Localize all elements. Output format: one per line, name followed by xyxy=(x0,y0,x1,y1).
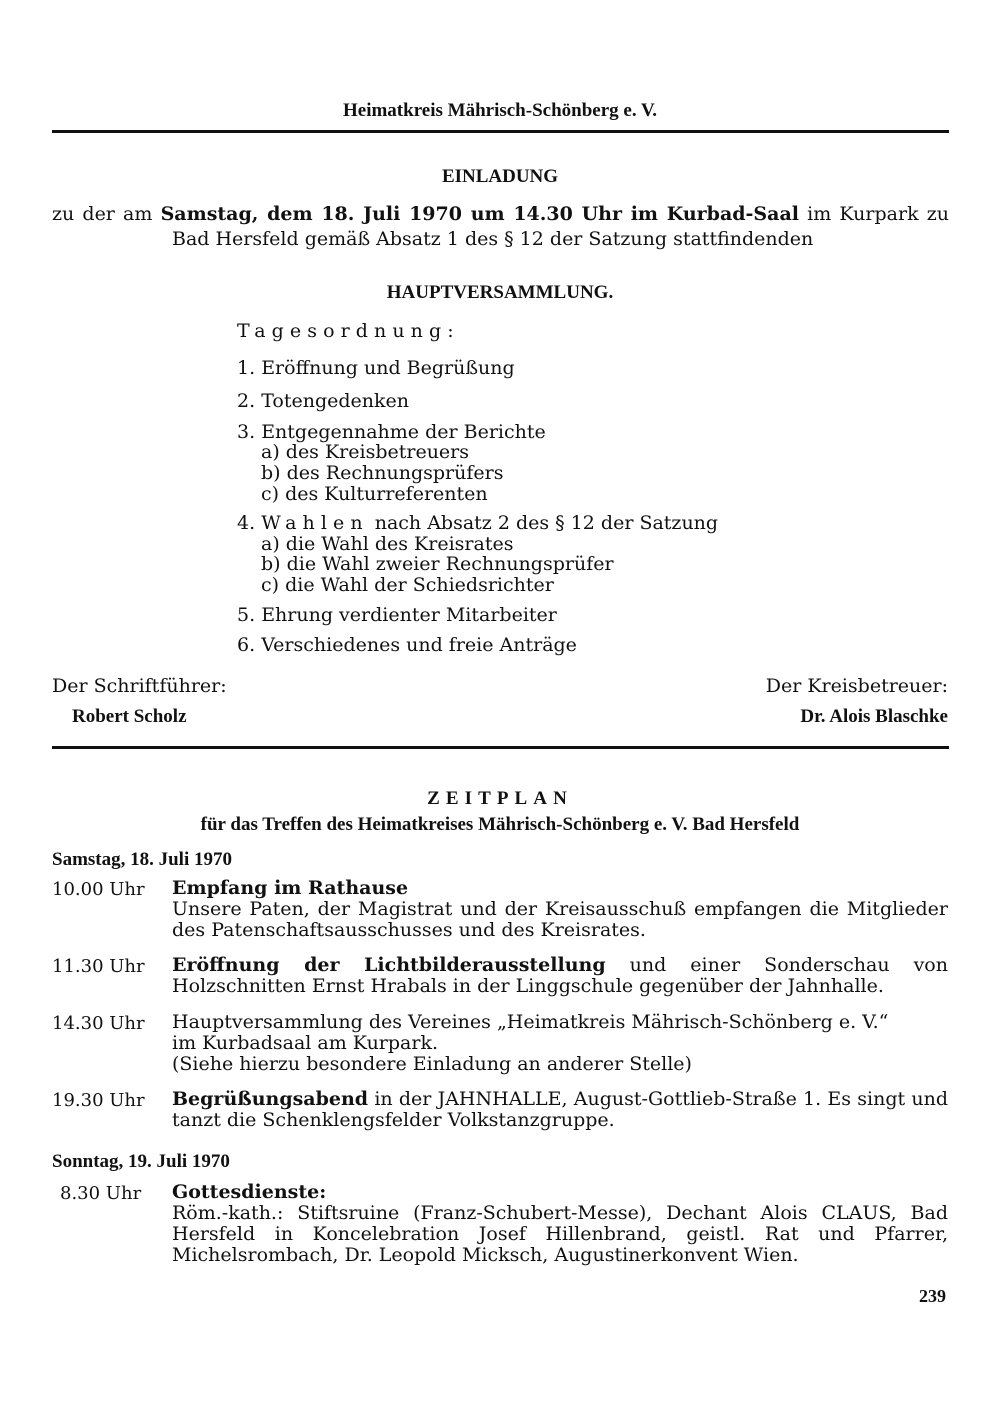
schedule-entry-5 xyxy=(172,1182,948,1266)
agenda-item-text: nach Absatz 2 des § 12 der Satzung xyxy=(368,512,719,534)
agenda-item-1 xyxy=(237,357,515,379)
invitation-line-1-bold: Samstag, dem 18. Juli 1970 um 14.30 Uhr im Kurbad-Saal xyxy=(160,203,799,225)
page-header-title: Heimatkreis Mährisch-Schönberg e. V. xyxy=(342,100,658,121)
agenda-item-text: Entgegennahme der Berichte xyxy=(261,421,546,443)
agenda-item-text: Verschiedenes und freie Anträge xyxy=(261,634,577,656)
schedule-entry-3 xyxy=(172,1012,948,1075)
invitation-title: EINLADUNG xyxy=(441,166,559,187)
schedule-entry-heading: Empfang im Rathause xyxy=(172,877,409,899)
schedule-entry-1 xyxy=(172,878,948,941)
schedule-time: 19.30 Uhr xyxy=(52,1090,145,1111)
agenda-item-5 xyxy=(237,604,557,626)
schedule-entry-heading: Eröffnung der Lichtbilderausstellung xyxy=(172,954,606,976)
schedule-entry-text: und einer Sonderschau von Holzschnitten Ernst Hrabals in der Linggschule gegenüber der Jahnhalle. xyxy=(172,954,948,997)
agenda-item-number: 6. xyxy=(237,634,256,656)
signature-left-role: Der Schriftführer: xyxy=(52,675,227,697)
agenda-item-text-spaced: Wahlen xyxy=(261,512,369,534)
signature-left-name: Robert Scholz xyxy=(72,706,187,727)
agenda-subitem: c) des Kulturreferenten xyxy=(261,483,488,505)
agenda-subitem: a) des Kreisbetreuers xyxy=(261,441,470,463)
agenda-item-4 xyxy=(237,512,718,534)
schedule-time: 14.30 Uhr xyxy=(52,1013,145,1034)
agenda-item-2 xyxy=(237,390,409,412)
signature-right-name: Dr. Alois Blaschke xyxy=(800,706,948,727)
invitation-line-1-pre: zu der am xyxy=(52,203,161,225)
agenda-item-number: 2. xyxy=(237,390,256,412)
agenda-item-text: Ehrung verdienter Mitarbeiter xyxy=(261,604,557,626)
agenda-item-number: 1. xyxy=(237,357,256,379)
schedule-entry-text: Unsere Paten, der Magistrat und der Kreisausschuß empfangen die Mitglieder des Patenschaftsausschusses und des Kreisrates. xyxy=(172,898,948,941)
agenda-item-number: 3. xyxy=(237,421,256,443)
schedule-entry-text: Röm.-kath.: Stiftsruine (Franz-Schubert-Messe), Dechant Alois CLAUS, Bad Hersfeld in Koncelebration Josef Hillenbrand, geistl. Rat und Pfarrer, Michelsrombach, Dr. Leopold Micksch, Augustinerkonvent Wien. xyxy=(172,1202,948,1266)
schedule-time: 8.30 Uhr xyxy=(60,1183,142,1204)
schedule-entry-line: (Siehe hierzu besondere Einladung an anderer Stelle) xyxy=(172,1053,692,1075)
invitation-line-1-post: im Kurpark zu xyxy=(799,203,949,225)
middle-rule xyxy=(52,746,949,749)
agenda-subitem: a) die Wahl des Kreisrates xyxy=(261,533,514,555)
agenda-subitem: b) des Rechnungsprüfers xyxy=(261,462,504,484)
agenda-subitem: b) die Wahl zweier Rechnungsprüfer xyxy=(261,553,614,575)
schedule-entry-line: Hauptversammlung des Vereines „Heimatkreis Mährisch-Schönberg e. V.“ xyxy=(172,1011,889,1033)
schedule-day-1: Samstag, 18. Juli 1970 xyxy=(52,849,232,870)
invitation-line-2: Bad Hersfeld gemäß Absatz 1 des § 12 der Satzung stattfindenden xyxy=(172,228,814,250)
schedule-entry-4 xyxy=(172,1089,948,1131)
agenda-item-number: 4. xyxy=(237,512,256,534)
agenda xyxy=(237,0,937,660)
agenda-subitem: c) die Wahl der Schiedsrichter xyxy=(261,574,554,596)
schedule-day-2: Sonntag, 19. Juli 1970 xyxy=(52,1151,230,1172)
schedule-entry-2 xyxy=(172,955,948,997)
agenda-title: Tagesordnung: xyxy=(237,320,460,342)
page-number: 239 xyxy=(919,1286,946,1306)
schedule-entry-line: im Kurbadsaal am Kurpark. xyxy=(172,1032,439,1054)
schedule-subtitle: für das Treffen des Heimatkreises Mährisch-Schönberg e. V. Bad Hersfeld xyxy=(200,814,800,835)
agenda-item-text: Totengedenken xyxy=(261,390,409,412)
schedule-time: 11.30 Uhr xyxy=(52,956,145,977)
schedule-entry-heading: Begrüßungsabend xyxy=(172,1088,369,1110)
agenda-item-6 xyxy=(237,634,577,656)
schedule-entry-text: in der JAHNHALLE, August-Gottlieb-Straße 1. Es singt und tanzt die Schenklengsfelder Volkstanzgruppe. xyxy=(172,1088,948,1131)
agenda-item-number: 5. xyxy=(237,604,256,626)
agenda-item-text: Eröffnung und Begrüßung xyxy=(261,357,515,379)
schedule-time: 10.00 Uhr xyxy=(52,879,145,900)
schedule-title: ZEITPLAN xyxy=(427,788,573,809)
agenda-item-3 xyxy=(237,421,546,443)
schedule-entry-heading: Gottesdienste: xyxy=(172,1181,327,1203)
meeting-title: HAUPTVERSAMMLUNG. xyxy=(386,282,614,303)
signature-right-role: Der Kreisbetreuer: xyxy=(765,675,948,697)
